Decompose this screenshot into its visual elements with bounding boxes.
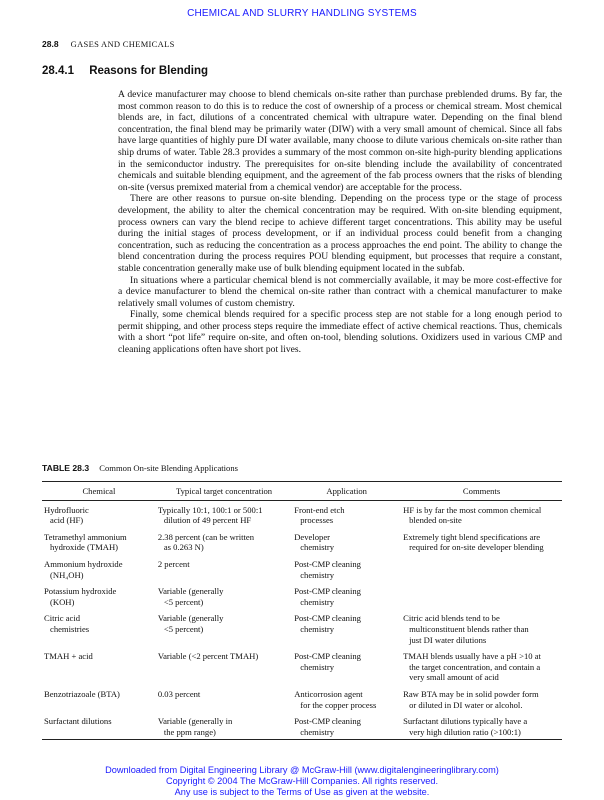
section-title: Reasons for Blending (89, 65, 209, 77)
cell-line: Post-CMP cleaning (294, 651, 361, 662)
cell-comments (401, 500, 562, 528)
cell-line: as 0.263 N) (163, 542, 204, 553)
table-row (42, 685, 562, 712)
cell-line: TMAH blends usually have a pH >10 at (403, 651, 541, 662)
cell-line: for the copper process (300, 699, 377, 710)
cell-comments (401, 528, 562, 555)
section-heading (42, 65, 208, 77)
cell-line: acid (HF) (50, 515, 84, 526)
cell-chemical (42, 609, 156, 647)
cell-line: dilution of 49 percent HF (163, 515, 252, 526)
cell-line: Tetramethyl ammonium (44, 531, 127, 542)
table-row (42, 555, 562, 582)
cell-chemical (42, 528, 156, 555)
cell-line: Developer (294, 531, 330, 542)
cell-comments (401, 685, 562, 712)
cell-line: Front-end etch (294, 504, 345, 515)
cell-comments (401, 582, 562, 609)
copyright-line: Copyright © 2004 The McGraw-Hill Companies. All rights reserved. (165, 775, 439, 786)
cell-line: chemistry (300, 596, 335, 607)
cell-line: (NH₄OH) (50, 569, 84, 580)
cell-comments (401, 609, 562, 647)
table-header-row (42, 482, 562, 500)
table-row (42, 500, 562, 528)
cell-application (292, 582, 401, 609)
cell-chemical (42, 647, 156, 685)
cell-line: Surfactant dilutions typically have a (403, 716, 528, 727)
cell-application (292, 528, 401, 555)
paragraph: A device manufacturer may choose to blend chemicals on-site rather than purchase preblended drums. By far, the most common reason to do this is to reduce the cost of ownership of a process or chemical stream. Most chemical blends are, in fact, dilutions of a concentrated chemical with ultrapure water. Depending on the final blend concentration, the final blend may be primarily water (DIW) with a very small amount of chemical. Since all fabs have large quantities of highly pure DI water available, many choose to dilute various chemicals on-site rather than ship drums of water. Table 28.3 provides a summary of the most common on-site high-purity blending applications in the semiconductor industry. The prerequisites for on-site blending include the availability of concentrated chemicals and suitable blending equipment, and the agreement of the fab process owners that the risks of blending on-site (versus premixed material from a chemical vendor) are acceptable for the process. (118, 89, 562, 193)
cell-line: Post-CMP cleaning (294, 586, 361, 597)
cell-line: Post-CMP cleaning (294, 613, 361, 624)
cell-line: 2 percent (157, 558, 190, 569)
table (42, 482, 562, 739)
cell-line: <5 percent) (163, 623, 204, 634)
cell-concentration (156, 500, 292, 528)
table-body (42, 500, 562, 739)
cell-concentration (156, 528, 292, 555)
cell-line: Raw BTA may be in solid powder form (403, 688, 539, 699)
cell-line: hydroxide (TMAH) (50, 542, 119, 553)
cell-line: Variable (generally (157, 613, 224, 624)
cell-line: Potassium hydroxide (44, 586, 117, 597)
column-header-comments: Comments (401, 482, 562, 500)
table-number: TABLE 28.3 (42, 463, 90, 473)
paragraph: There are other reasons to pursue on-site blending. Depending on the process type or the stage of process development, the ability to alter the chemical concentration may be required. With on-site blending equipment, process owners can vary the blend recipe to achieve different target concentrations. This ability may be useful during the initial stages of process development, or if an individual process could benefit from a changing concentration, such as reducing the concentration as a process approaches the end point. The ability to change the blend concentration during the process requires POU blending equipment, but processes that require a constant, stable concentration generally make use of bulk blending equipment located in the subfab. (118, 193, 562, 274)
cell-line: Variable (generally in (157, 716, 233, 727)
table-row (42, 712, 562, 739)
table-title: Common On-site Blending Applications (99, 463, 238, 473)
cell-line: multiconstituent blends rather than (409, 623, 529, 634)
cell-line: 2.38 percent (can be written (157, 531, 255, 542)
cell-comments (401, 712, 562, 739)
cell-line: Surfactant dilutions (44, 716, 112, 727)
paragraph: In situations where a particular chemical blend is not commercially available, it may be more cost-effective for a device manufacturer to blend the chemical on-site rather than contract with a chemical manufacturer to make relatively small volumes of custom chemistry. (118, 274, 562, 309)
footer (0, 765, 604, 797)
cell-line: HF is by far the most common chemical (403, 504, 542, 515)
cell-chemical (42, 685, 156, 712)
cell-line: chemistry (300, 542, 335, 553)
cell-chemical (42, 500, 156, 528)
cell-line: Anticorrosion agent (294, 688, 363, 699)
cell-line: required for on-site developer blending (409, 542, 544, 553)
cell-line: Benzotriazoale (BTA) (44, 688, 120, 699)
cell-application (292, 500, 401, 528)
cell-line: Post-CMP cleaning (294, 716, 361, 727)
table-row (42, 528, 562, 555)
cell-chemical (42, 582, 156, 609)
cell-line: Extremely tight blend specifications are (403, 531, 541, 542)
cell-line: <5 percent) (163, 596, 204, 607)
cell-line: chemistry (300, 569, 335, 580)
cell-application (292, 555, 401, 582)
table-caption (42, 463, 238, 473)
table-row (42, 582, 562, 609)
cell-line: Typically 10:1, 100:1 or 500:1 (157, 504, 263, 515)
table-row (42, 647, 562, 685)
cell-line: very small amount of acid (409, 672, 499, 683)
cell-line: chemistry (300, 726, 335, 737)
cell-concentration (156, 685, 292, 712)
paragraph: Finally, some chemical blends required for a specific process step are not stable for a long enough period to permit shipping, and other process steps require the immediate effect of active chemical reactions. Thus, chemicals with a short “pot life” require on-site, and often on-tool, blending solutions. Oxidizers used in various CMP and cleaning applications often have short pot lives. (118, 309, 562, 356)
cell-line: or diluted in DI water or alcohol. (409, 699, 523, 710)
running-head (42, 39, 175, 49)
cell-line: Ammonium hydroxide (44, 558, 123, 569)
chapter-title: GASES AND CHEMICALS (70, 39, 175, 49)
terms-line: Any use is subject to the Terms of Use as given at the website. (174, 786, 430, 797)
cell-comments (401, 555, 562, 582)
cell-line: chemistries (50, 623, 90, 634)
column-header-application: Application (292, 482, 401, 500)
cell-line: Post-CMP cleaning (294, 558, 361, 569)
cell-line: Variable (<2 percent TMAH) (157, 651, 259, 662)
cell-line: Citric acid blends tend to be (403, 613, 500, 624)
cell-application (292, 712, 401, 739)
cell-concentration (156, 712, 292, 739)
cell-concentration (156, 647, 292, 685)
cell-line: 0.03 percent (157, 688, 201, 699)
cell-line: Hydrofluoric (44, 504, 89, 515)
cell-line: chemistry (300, 661, 335, 672)
download-link[interactable]: Downloaded from Digital Engineering Library @ McGraw-Hill (www.digitalengineeringlibrary.com) (105, 765, 499, 775)
cell-concentration (156, 582, 292, 609)
cell-line: (KOH) (50, 596, 75, 607)
cell-comments (401, 647, 562, 685)
cell-application (292, 609, 401, 647)
cell-application (292, 685, 401, 712)
cell-line: chemistry (300, 623, 335, 634)
cell-chemical (42, 555, 156, 582)
cell-line: blended on-site (409, 515, 462, 526)
top-banner: CHEMICAL AND SLURRY HANDLING SYSTEMS (187, 8, 417, 19)
body-text (118, 89, 562, 356)
cell-line: just DI water dilutions (409, 634, 487, 645)
cell-line: Variable (generally (157, 586, 224, 597)
cell-application (292, 647, 401, 685)
page-number: 28.8 (42, 39, 59, 49)
cell-concentration (156, 555, 292, 582)
cell-line: Citric acid (44, 613, 81, 624)
column-header-concentration: Typical target concentration (156, 482, 292, 500)
cell-line: the target concentration, and contain a (409, 661, 541, 672)
cell-line: processes (300, 515, 334, 526)
column-header-chemical: Chemical (42, 482, 156, 500)
table-row (42, 609, 562, 647)
cell-concentration (156, 609, 292, 647)
cell-line: TMAH + acid (44, 651, 93, 662)
cell-line: the ppm range) (163, 726, 216, 737)
section-number: 28.4.1 (42, 65, 74, 77)
cell-chemical (42, 712, 156, 739)
blending-table (42, 481, 562, 740)
cell-line: very high dilution ratio (>100:1) (409, 726, 521, 737)
